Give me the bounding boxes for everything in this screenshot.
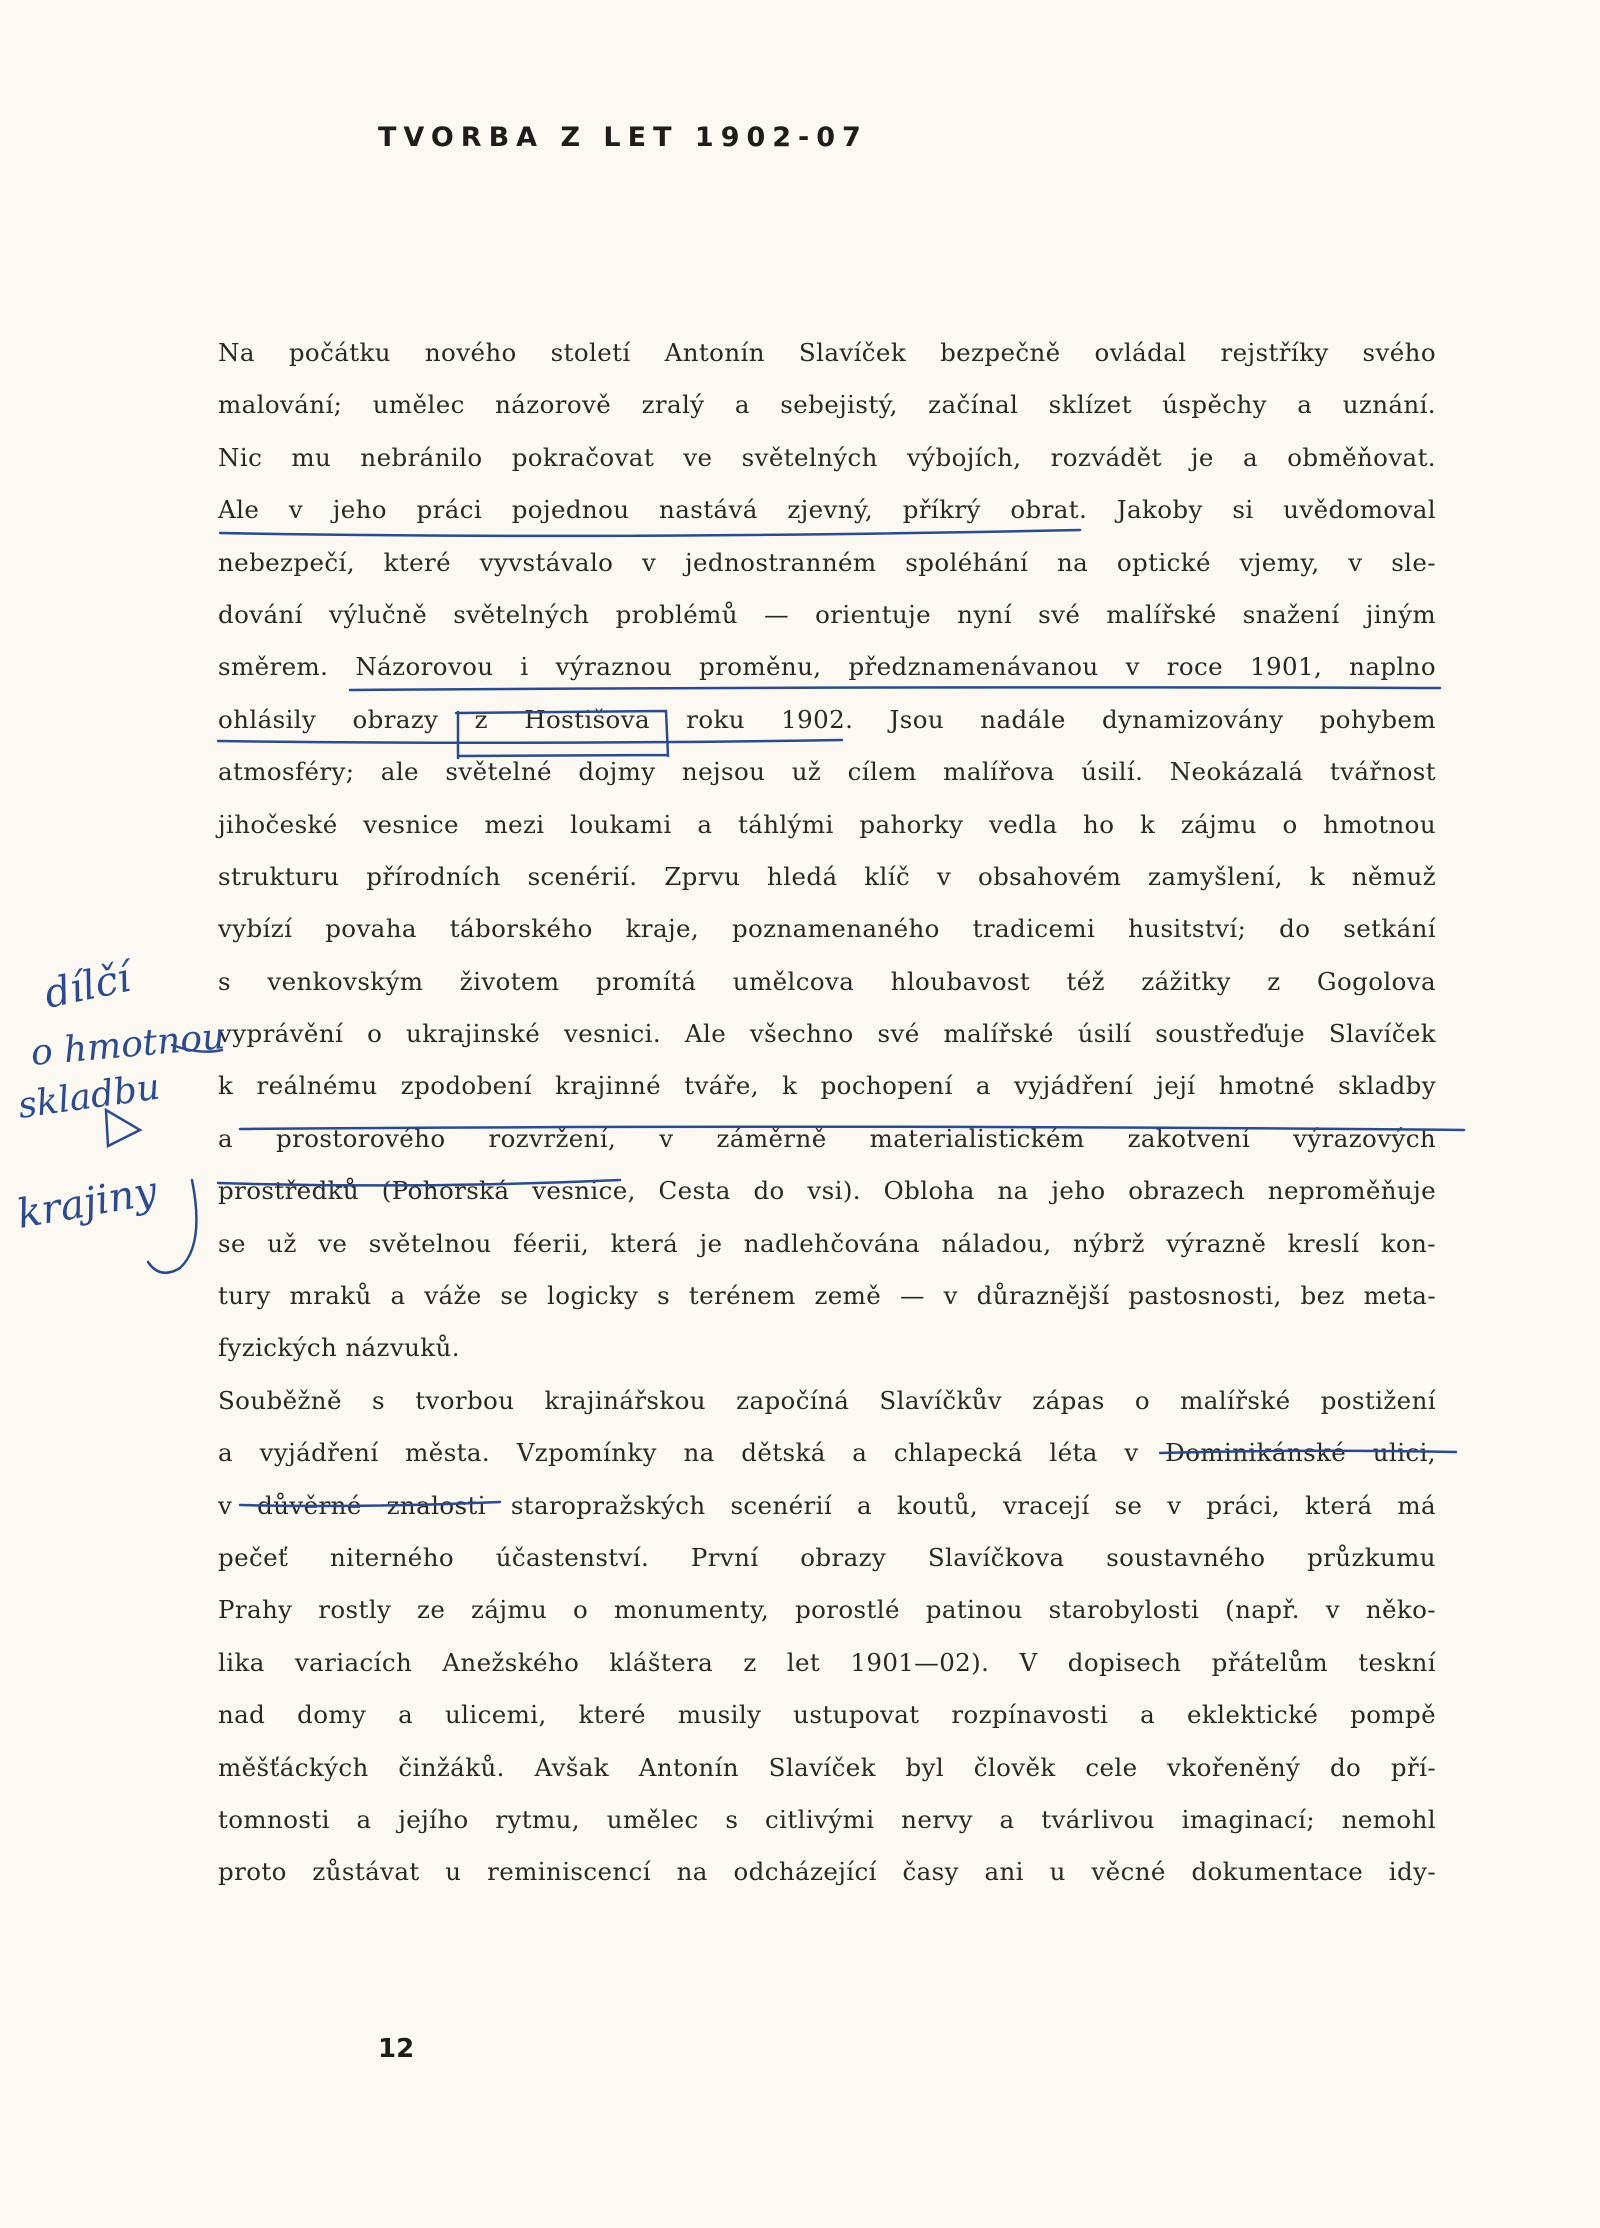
text-line: strukturu přírodních scenérií. Zprvu hledá klíč v obsahovém zamyšlení, k němuž bbox=[218, 861, 1436, 891]
text-line: vyprávění o ukrajinské vesnici. Ale všechno své malířské úsilí soustřeďuje Slavíček bbox=[218, 1019, 1436, 1049]
text-line: proto zůstávat u reminiscencí na odcházející časy ani u věcné dokumentace idy- bbox=[218, 1857, 1436, 1887]
text-line: a vyjádření města. Vzpomínky na dětská a chlapecká léta v Dominikánské ulici, bbox=[218, 1438, 1436, 1468]
text-line: směrem. Názorovou i výraznou proměnu, předznamenávanou v roce 1901, naplno bbox=[218, 652, 1436, 682]
text-line: vybízí povaha táborského kraje, poznamenaného tradicemi husitství; do setkání bbox=[218, 914, 1436, 944]
handwritten-margin-note bbox=[14, 954, 227, 1238]
text-line: měšťáckých činžáků. Avšak Antonín Slavíček byl člověk cele vkořeněný do pří- bbox=[218, 1752, 1436, 1782]
text-line: Nic mu nebránilo pokračovat ve světelných výbojích, rozvádět je a obměňovat. bbox=[218, 442, 1436, 472]
text-line: se už ve světelnou féerii, která je nadlehčována náladou, nýbrž výrazně kreslí kon- bbox=[218, 1228, 1436, 1258]
text-line: lika variacích Anežského kláštera z let 1901—02). V dopisech přátelům teskní bbox=[218, 1647, 1436, 1677]
text-line: tomnosti a jejího rytmu, umělec s citlivými nervy a tvárlivou imaginací; nemohl bbox=[218, 1804, 1436, 1834]
text-line: v důvěrné znalosti staropražských scenérií a koutů, vracejí se v práci, která má bbox=[218, 1490, 1436, 1520]
text-line: pečeť niterného účastenství. První obrazy Slavíčkova soustavného průzkumu bbox=[218, 1542, 1436, 1572]
text-line: atmosféry; ale světelné dojmy nejsou už cílem malířova úsilí. Neokázalá tvářnost bbox=[218, 757, 1436, 787]
ink-insertion-arrow bbox=[172, 1045, 222, 1052]
text-line: malování; umělec názorově zralý a sebejistý, začínal sklízet úspěchy a uznání. bbox=[218, 390, 1436, 420]
ink-bracket bbox=[148, 1180, 196, 1273]
text-line: Prahy rostly ze zájmu o monumenty, porostlé patinou starobylosti (např. v něko- bbox=[218, 1595, 1436, 1625]
text-line: Souběžně s tvorbou krajinářskou započíná Slavíčkův zápas o malířské postižení bbox=[218, 1385, 1436, 1415]
text-line: dování výlučně světelných problémů — orientuje nyní své malířské snažení jiným bbox=[218, 599, 1436, 629]
note-word: skladbu bbox=[15, 1066, 163, 1127]
note-word: dílčí bbox=[40, 954, 135, 1018]
note-word: krajiny bbox=[13, 1168, 161, 1238]
text-line: fyzických názvuků. bbox=[218, 1333, 460, 1363]
text-line: ohlásily obrazy z Hostišova roku 1902. Jsou nadále dynamizovány pohybem bbox=[218, 704, 1436, 734]
text-line: Na počátku nového století Antonín Slavíček bezpečně ovládal rejstříky svého bbox=[218, 338, 1436, 367]
text-line: k reálnému zpodobení krajinné tváře, k pochopení a vyjádření její hmotné skladby bbox=[218, 1071, 1436, 1101]
text-line: Ale v jeho práci pojednou nastává zjevný, příkrý obrat. Jakoby si uvědomoval bbox=[218, 495, 1436, 525]
text-line: jihočeské vesnice mezi loukami a táhlými pahorky vedla ho k zájmu o hmotnou bbox=[218, 809, 1436, 839]
chapter-heading: TVORBA Z LET 1902-07 bbox=[378, 122, 868, 153]
note-word: o hmotnou bbox=[29, 1016, 227, 1074]
text-line: s venkovským životem promítá umělcova hloubavost též zážitky z Gogolova bbox=[218, 966, 1436, 996]
text-line: prostředků (Pohorská vesnice, Cesta do vsi). Obloha na jeho obrazech neproměňuje bbox=[218, 1176, 1436, 1206]
body-text bbox=[218, 327, 1436, 1899]
ink-triangle-mark bbox=[106, 1110, 140, 1146]
text-line: nebezpečí, které vyvstávalo v jednostranném spoléhání na optické vjemy, v sle- bbox=[218, 547, 1436, 577]
text-line: tury mraků a váže se logicky s terénem země — v důraznější pastosnosti, bez meta- bbox=[218, 1281, 1436, 1311]
text-line: a prostorového rozvržení, v záměrně materialistickém zakotvení výrazových bbox=[218, 1123, 1436, 1153]
text-line: nad domy a ulicemi, které musily ustupovat rozpínavosti a eklektické pompě bbox=[218, 1700, 1436, 1730]
page-number: 12 bbox=[378, 2034, 415, 2064]
